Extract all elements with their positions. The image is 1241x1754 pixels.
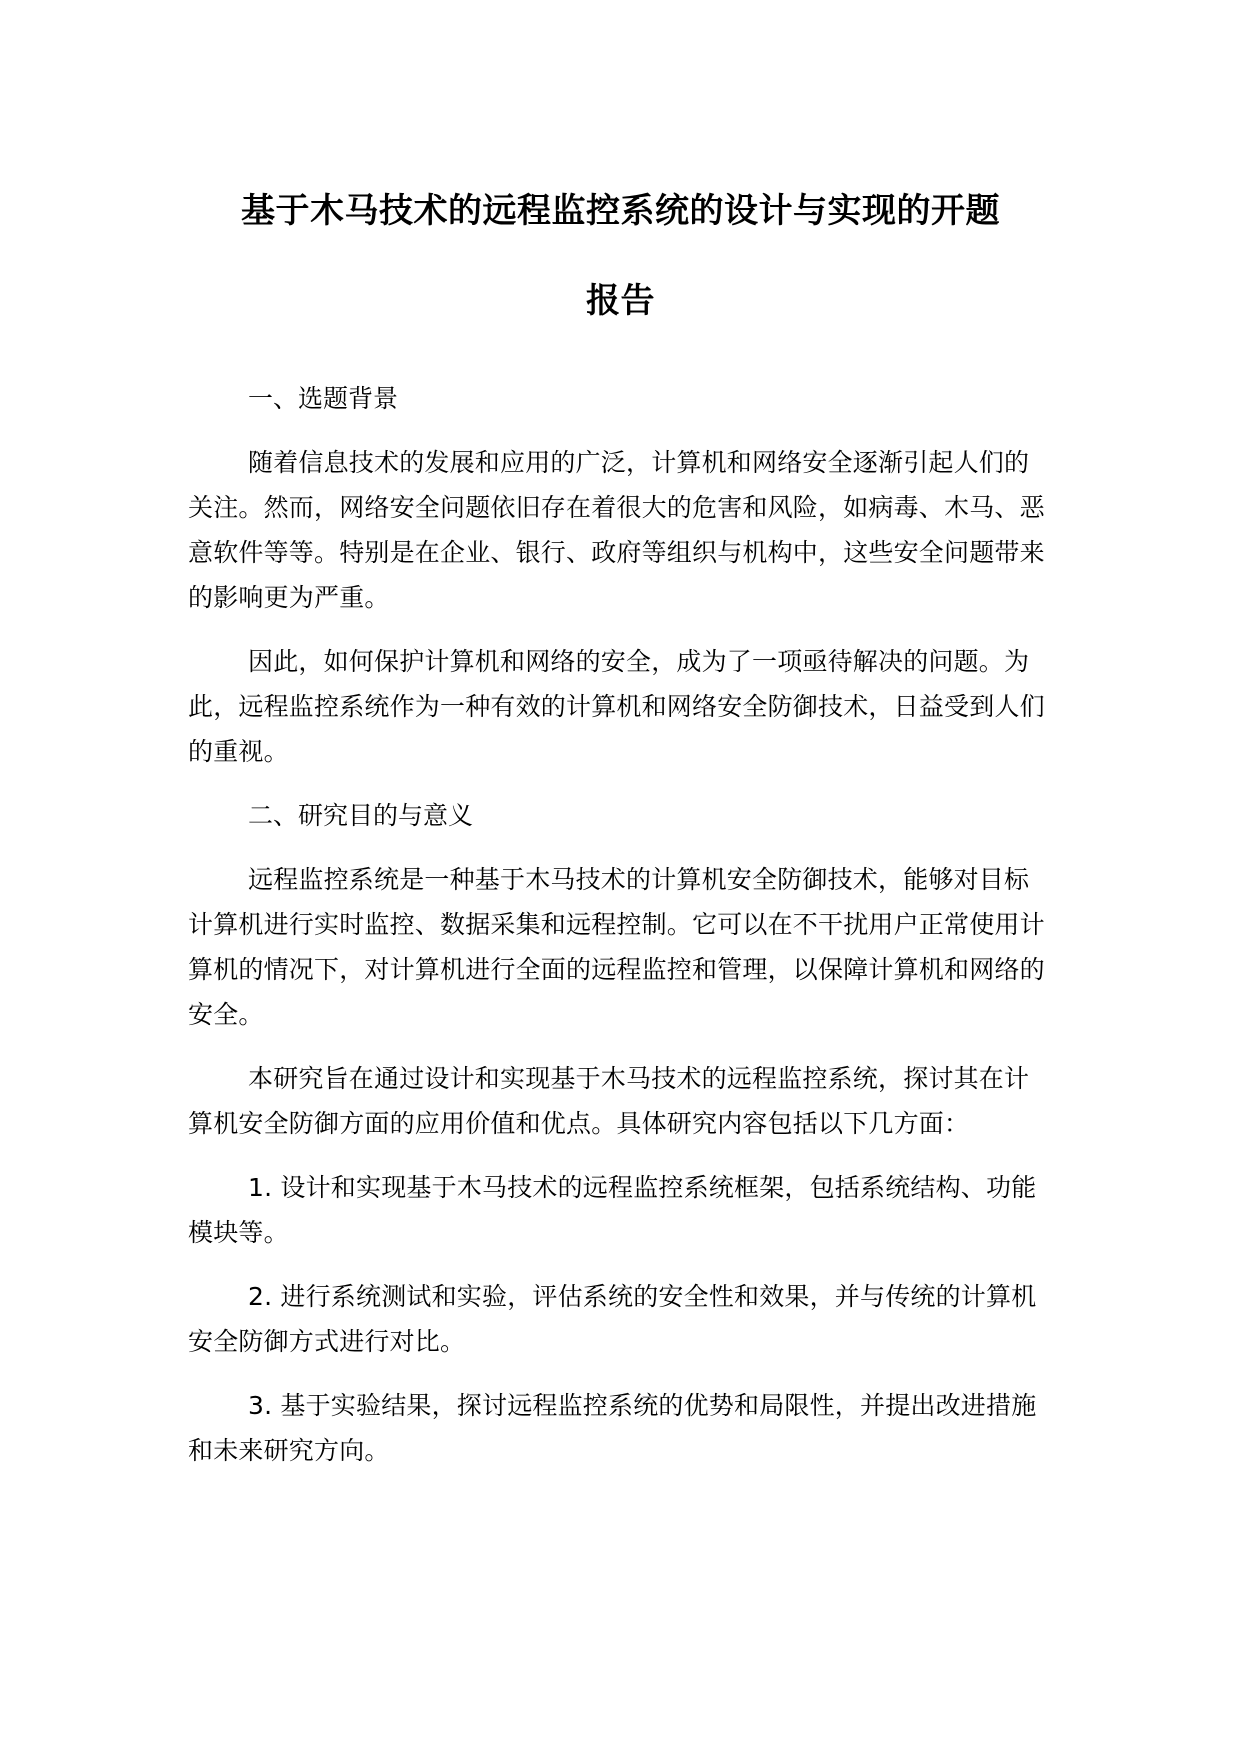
section-heading-purpose: 二、研究目的与意义 <box>248 801 474 830</box>
list-item: 3. 基于实验结果，探讨远程监控系统的优势和局限性，并提出改进措施和未来研究方向。 <box>188 1391 1037 1465</box>
title-line-1: 基于木马技术的远程监控系统的设计与实现的开题 <box>241 191 1000 231</box>
list-item: 2. 进行系统测试和实验，评估系统的安全性和效果，并与传统的计算机安全防御方式进行对比。 <box>188 1282 1037 1356</box>
paragraph: 随着信息技术的发展和应用的广泛，计算机和网络安全逐渐引起人们的关注。然而，网络安全问题依旧存在着很大的危害和风险，如病毒、木马、恶意软件等等。特别是在企业、银行、政府等组织与机构中，这些安全问题带来的影响更为严重。 <box>188 448 1045 612</box>
paragraph: 远程监控系统是一种基于木马技术的计算机安全防御技术，能够对目标计算机进行实时监控、数据采集和远程控制。它可以在不干扰用户正常使用计算机的情况下，对计算机进行全面的远程监控和管理，以保障计算机和网络的安全。 <box>188 865 1045 1029</box>
list-item: 1. 设计和实现基于木马技术的远程监控系统框架，包括系统结构、功能模块等。 <box>188 1173 1037 1247</box>
section-heading-background: 一、选题背景 <box>248 384 399 413</box>
document-body <box>188 376 1053 1473</box>
paragraph: 本研究旨在通过设计和实现基于木马技术的远程监控系统，探讨其在计算机安全防御方面的应用价值和优点。具体研究内容包括以下几方面： <box>188 1064 1030 1138</box>
document-title <box>188 0 1053 346</box>
paragraph: 因此，如何保护计算机和网络的安全，成为了一项亟待解决的问题。为此，远程监控系统作为一种有效的计算机和网络安全防御技术，日益受到人们的重视。 <box>188 647 1045 766</box>
title-line-2: 报告 <box>586 281 655 321</box>
